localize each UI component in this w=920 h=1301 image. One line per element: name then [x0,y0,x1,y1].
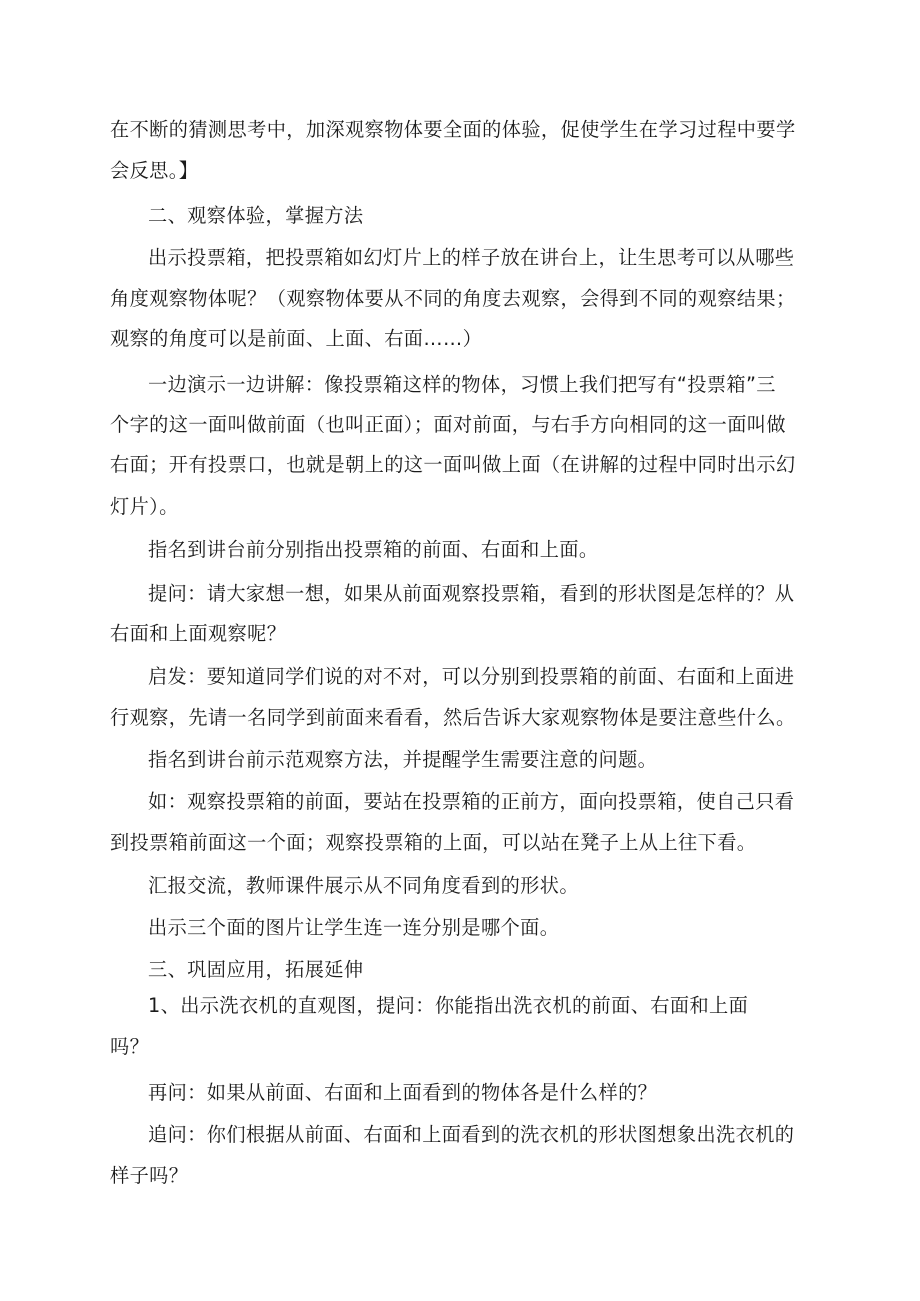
text-line-5: 角度观察物体呢？（观察物体要从不同的角度去观察，会得到不同的观察结果； [110,287,796,310]
text-line-23: 吗？ [110,1035,150,1058]
text-line-13: 右面和上面观察呢？ [110,622,287,645]
text-line-24: 再问：如果从前面、右面和上面看到的物体各是什么样的？ [148,1081,658,1104]
text-line-2: 会反思。】 [110,159,199,182]
text-line-20: 出示三个面的图片让学生连一连分别是哪个面。 [148,916,560,939]
text-line-19: 汇报交流，教师课件展示从不同角度看到的形状。 [148,874,579,897]
text-line-6: 观察的角度可以是前面、上面、右面……） [110,327,483,350]
text-line-12: 提问：请大家想一想，如果从前面观察投票箱，看到的形状图是怎样的？从 [148,582,795,605]
section-heading-2: 二、观察体验，掌握方法 [148,204,364,227]
text-line-22: 1、出示洗衣机的直观图，提问：你能指出洗衣机的前面、右面和上面 [148,994,749,1017]
text-line-7: 一边演示一边讲解：像投票箱这样的物体，习惯上我们把写有“投票箱”三 [148,373,776,396]
text-line-15: 行观察，先请一名同学到前面来看看，然后告诉大家观察物体是要注意些什么。 [110,706,796,729]
text-line-17: 如：观察投票箱的前面，要站在投票箱的正前方，面向投票箱，使自己只看 [148,790,795,813]
text-line-1: 在不断的猜测思考中，加深观察物体要全面的体验，促使学生在学习过程中要学 [110,118,796,141]
text-line-16: 指名到讲台前示范观察方法，并提醒学生需要注意的问题。 [148,748,658,771]
text-line-4: 出示投票箱，把投票箱如幻灯片上的样子放在讲台上，让生思考可以从哪些 [148,246,795,269]
text-line-11: 指名到讲台前分别指出投票箱的前面、右面和上面。 [148,538,599,561]
section-heading-3: 三、巩固应用，拓展延伸 [148,958,364,981]
text-line-8: 个字的这一面叫做前面（也叫正面）；面对前面，与右手方向相同的这一面叫做 [110,413,786,436]
text-line-9: 右面；开有投票口，也就是朝上的这一面叫做上面（在讲解的过程中同时出示幻 [110,453,796,476]
text-line-26: 样子吗？ [110,1164,189,1187]
text-line-14: 启发：要知道同学们说的对不对，可以分别到投票箱的前面、右面和上面进 [148,665,795,688]
text-line-25: 追问：你们根据从前面、右面和上面看到的洗衣机的形状图想象出洗衣机的 [148,1123,795,1146]
text-line-18: 到投票箱前面这一个面；观察投票箱的上面，可以站在凳子上从上往下看。 [110,831,757,854]
text-line-10: 灯片）。 [110,495,179,518]
